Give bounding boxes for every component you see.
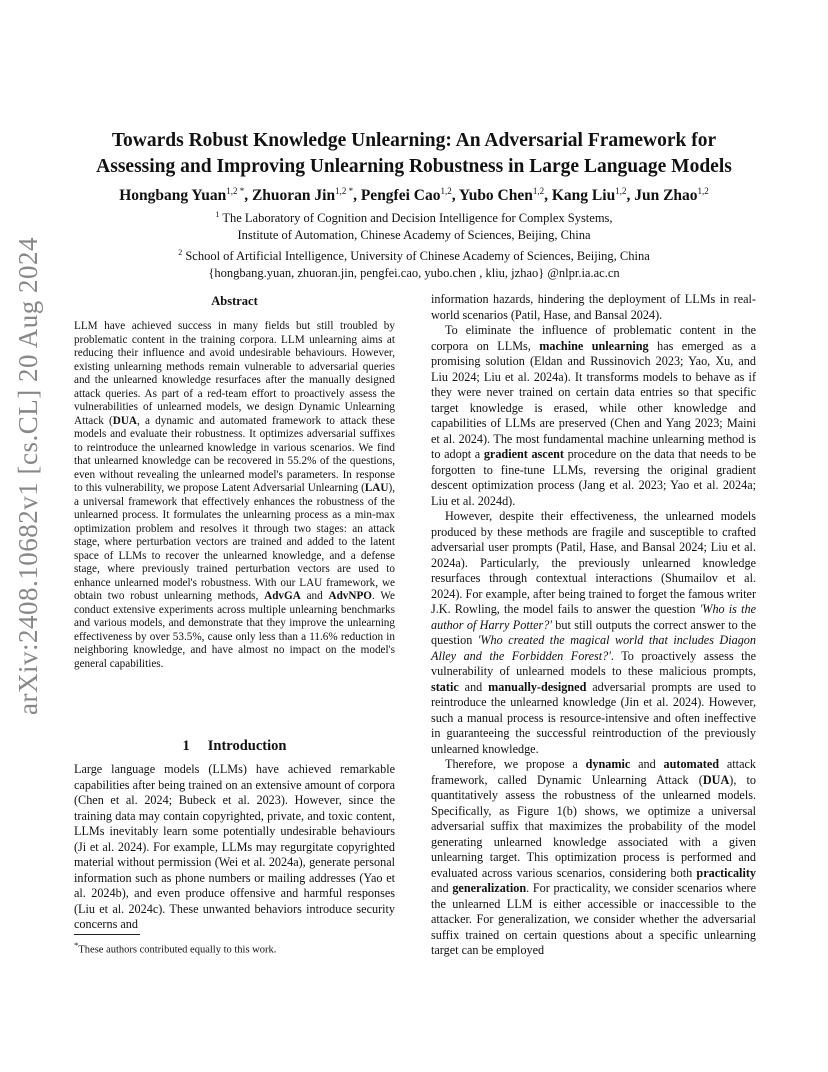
author: Zhuoran Jin — [251, 187, 336, 205]
author-affil: 1,2 — [697, 186, 709, 196]
author-affil: 1,2 * — [335, 186, 354, 196]
emph: manually-designed — [488, 679, 587, 694]
section-title: Introduction — [207, 738, 287, 754]
text: . To proactively assess the vulnerability of unlearned models to these malicious prompts, — [431, 648, 756, 678]
author-affil: 1,2 — [440, 186, 452, 196]
text: but still outputs the correct answer to the question — [431, 617, 756, 647]
text: procedure on the data that needs to be forgotten to fine-tune LLMs, reversing the original gradient descent optimization process (Jang et al. 2023; Yao et al. 2024a; Liu et al. 2024d). — [431, 447, 757, 508]
abstract-heading: Abstract — [211, 294, 258, 308]
abstract-body: LLM have achieved success in many fields but still troubled by problematic content in the training corpora. LLM unlearning aims at reducing their influence and avoid undesirable behaviours. However, existing unlearning methods remain vulnerable to adversarial queries and the unlearned knowledge resurfaces after the manually designed attack queries. As part of a red-team effort to proactively assess the vulnerabilities of unlearned models, we design Dynamic Unlearning Attack (DUA, a dynamic and automated framework to attack these models and evaluate their robustness. It optimizes adversarial suffixes to reintroduce the unlearned knowledge in various scenarios. We find that unlearned knowledge can be recovered in 55.2% of the questions, even without revealing the unlearned model's parameters. In response to this vulnerability, we propose Latent Adversarial Unlearning (LAU), a universal framework that effectively enhances the robustness of the unlearned process. It formulates the unlearning process as a min-max optimization problem and resolves it through two stages: an attack stage, where perturbation vectors are trained and added to the latent space of LLMs to recover the unlearned knowledge, and a defense stage, where previously trained perturbation vectors are used to enhance unlearned model's robustness. With our LAU framework, we obtain two robust unlearning methods, AdvGA and AdvNPO. We conduct extensive experiments across multiple unlearning benchmarks and various models, and demonstrate that they improve the unlearning effectiveness by over 53.5%, cause only less than a 11.6% reduction in neighboring knowledge, and have almost no impact on the model's general capabilities. — [74, 320, 396, 670]
emph: machine unlearning — [539, 338, 649, 353]
title-line-2: Assessing and Improving Unlearning Robustness in Large Language Models — [96, 156, 732, 177]
section-heading-introduction — [74, 738, 395, 755]
footnote — [74, 940, 276, 956]
abstract-text: . We conduct extensive experiments across multiple unlearning benchmarks and various models, and demonstrate that they improve the unlearning effectiveness by over 53.5%, cause only less than a 11.6% reduction in neighboring knowledge, and have almost no impact on the model's general capabilities. — [74, 590, 396, 670]
footnote-mark: * — [74, 940, 79, 950]
affil-text: School of Artificial Intelligence, University of Chinese Academy of Sciences, Beijing, China — [185, 249, 650, 264]
affil-line-2: Institute of Automation, Chinese Academy of Sciences, Beijing, China — [237, 228, 591, 243]
paragraph: information hazards, hindering the deployment of LLMs in real-world scenarios (Patil, Hase, and Bansal 2024). — [431, 292, 756, 322]
paper-title — [40, 128, 788, 180]
text: To eliminate the influence of problematic content in the corpora on LLMs, — [431, 323, 756, 353]
text: has emerged as a promising solution (Eldan and Russinovich 2023; Yao, Xu, and Liu 2024; Liu et al. 2024a). It transforms models to behave as if they were never trained on certain data entries so that specific target knowledge is erased, while other knowledge and capabilities of LLMs are preserved (Chen and Yang 2023; Maini et al. 2024). The most fundamental machine unlearning method is to adopt a — [431, 338, 756, 461]
author-affil: 1,2 — [532, 186, 545, 196]
author: Kang Liu — [551, 187, 616, 205]
affil-text: The Laboratory of Cognition and Decision Intelligence for Complex Systems, — [222, 211, 613, 226]
affil-line-1 — [40, 206, 788, 227]
affil-emails: {hongbang.yuan, zhuoran.jin, pengfei.cao, yubo.chen , kliu, jzhao} @nlpr.ia.ac.cn — [208, 266, 620, 281]
text: and — [458, 679, 489, 694]
arxiv-stamp: arXiv:2408.10682v1 [cs.CL] 20 Aug 2024 — [13, 237, 43, 715]
emph: automated — [663, 757, 720, 771]
title-line-1: Towards Robust Knowledge Unlearning: An Adversarial Framework for — [111, 130, 717, 151]
author-affil: 1,2 — [615, 186, 627, 196]
author: Pengfei Cao — [360, 187, 441, 205]
emph: static — [431, 679, 459, 694]
paragraph — [431, 509, 756, 757]
emph: generalization — [452, 881, 527, 895]
affil-mark: 1 — [215, 210, 220, 219]
abstract-text: and — [300, 590, 329, 602]
lau-abbr: LAU — [364, 482, 389, 494]
lau-name: Latent Adversarial Unlearning — [221, 482, 359, 494]
emph: practicality — [696, 865, 756, 880]
author: Jun Zhao — [634, 187, 698, 205]
paragraph: Therefore, we propose a dynamic and automated attack framework, called Dynamic Unlearning Attack (DUA), to quantitatively assess the robustness of the unlearned models. Specifically, as Figure 1(b) shows, we optimize a universal adversarial suffix that maximizes the probability of the model generating unlearned knowledge associated with a given unlearning target. This optimization process is performed and evaluated across various scenarios, considering both practicality and generalization. For practicality, we consider scenarios where the unlearned LLM is either accessible or inaccessible to the attacker. For generalization, we consider whether the adversarial suffix trained on certain questions about a specific unlearning target can be employed — [431, 757, 757, 957]
section-number: 1 — [182, 738, 190, 754]
method-advga: AdvGA — [264, 590, 301, 602]
affiliations — [40, 206, 788, 282]
dua-name: Dynamic Unlearning Attack — [74, 401, 396, 427]
footnote-text: These authors contributed equally to this work. — [78, 944, 277, 956]
author: Yubo Chen — [458, 187, 533, 205]
dua-abbr: DUA — [702, 772, 730, 787]
affil-line-3 — [40, 244, 788, 265]
text: However, despite their effectiveness, the unlearned models produced by these methods are fragile and susceptible to crafted adversarial user prompts (Patil, Hase, and Bansal 2024; Liu et al. 2024a). Particularly, the previously unlearned knowledge resurfaces through contextual interactions (Shumailov et al. 2024). For example, after being trained to forget the famous writer J.K. Rowling, the model fails to answer the question — [431, 509, 756, 616]
quote: 'Who is the author of Harry Potter?' — [431, 602, 756, 632]
paragraph — [431, 323, 756, 509]
footnote-rule — [74, 934, 140, 935]
intro-paragraph: Large language models (LLMs) have achieved remarkable capabilities after being trained on an extensive amount of corpora (Chen et al. 2024; Bubeck et al. 2023). However, since the training data may contain copyrighted, private, and toxic content, LLMs inevitably learn some potentially undesirable behaviours (Ji et al. 2024). For example, LLMs may regurgitate copyrighted material without permission (Wei et al. 2024a), generate personal information such as phone numbers or mailing addresses (Yao et al. 2024b), and even produce offensive and harmful responses (Liu et al. 2024c). These unwanted behaviors introduce security concerns and — [74, 762, 395, 931]
emph: gradient ascent — [483, 447, 564, 461]
abstract-text: , a dynamic and automated framework to attack these models and evaluate their robustness. It optimizes adversarial suffixes to reintroduce the unlearned knowledge in various scenarios. We find that unlearned knowledge can be recovered in 55.2% of the questions, even without revealing the unlearned model's parameters. In response to this vulnerability, we propose — [74, 414, 395, 494]
right-column — [431, 292, 756, 959]
author-affil: 1,2 * — [226, 186, 245, 196]
author-list: Hongbang Yuan$^{1,2 *}$, Zhuoran Jin$^{1,2 *}$, Pengfei Cao$^{1,2}$, Yubo Chen$^{1,2}$, Kang Liu$^{1,2}$, Jun Zhao$^{1,2}$ — [119, 186, 709, 205]
author: Hongbang Yuan — [119, 187, 227, 205]
abstract-text: , a universal framework that effectively enhances the robustness of the unlearned process. It formulates the unlearning process as a min-max optimization problem and resolves it through two stages: an attack stage, where perturbation vectors are trained and added to the latent space of LLMs to recover the unlearned knowledge, and a defense stage, where previously trained perturbation vectors are used to enhance unlearned model's robustness. With our LAU framework, we obtain two robust unlearning methods, — [74, 482, 395, 602]
text: adversarial prompts are used to reintroduce the unlearned knowledge (Jin et al. 2024). However, such a manual process is resource-intensive and often ineffective in guaranteeing the successful reintroduction of the previously unlearned knowledge. — [431, 679, 756, 756]
abstract-text: LLM have achieved success in many fields but still troubled by problematic content in the training corpora. LLM unlearning aims at reducing their influence and avoid undesirable behaviours. However, existing unlearning methods remain vulnerable to adversarial queries and the unlearned knowledge resurfaces after the manually designed attack queries. As part of a red-team effort to proactively assess the vulnerabilities of unlearned models, we design — [74, 320, 395, 413]
text: and — [630, 757, 664, 771]
text: and — [431, 881, 453, 895]
text: . For practicality, we consider scenarios where the unlearned LLM is either accessible or inaccessible to the attacker. For generalization, we consider whether the adversarial suffix trained on certain questions about a specific unlearning target can be employed — [431, 881, 756, 957]
method-advnpo: AdvNPO — [328, 590, 373, 602]
quote: 'Who created the magical world that includes Diagon Alley and the Forbidden Forest?' — [431, 633, 756, 663]
emph: dynamic — [585, 757, 631, 771]
dua-abbr: DUA — [112, 414, 137, 427]
text: attack framework, called — [431, 757, 756, 787]
dua-name: Dynamic Unlearning Attack — [536, 772, 689, 787]
text: , to quantitatively assess the robustness of the unlearned models. Specifically, as Figure 1(b) shows, we optimize a universal adversarial suffix that maximizes the probability of the model generating unlearned knowledge associated with a given unlearning target. This optimization process is performed and evaluated across various scenarios, considering both — [431, 772, 757, 880]
text: Therefore, we propose a — [445, 757, 586, 771]
affil-mark: 2 — [178, 248, 183, 258]
